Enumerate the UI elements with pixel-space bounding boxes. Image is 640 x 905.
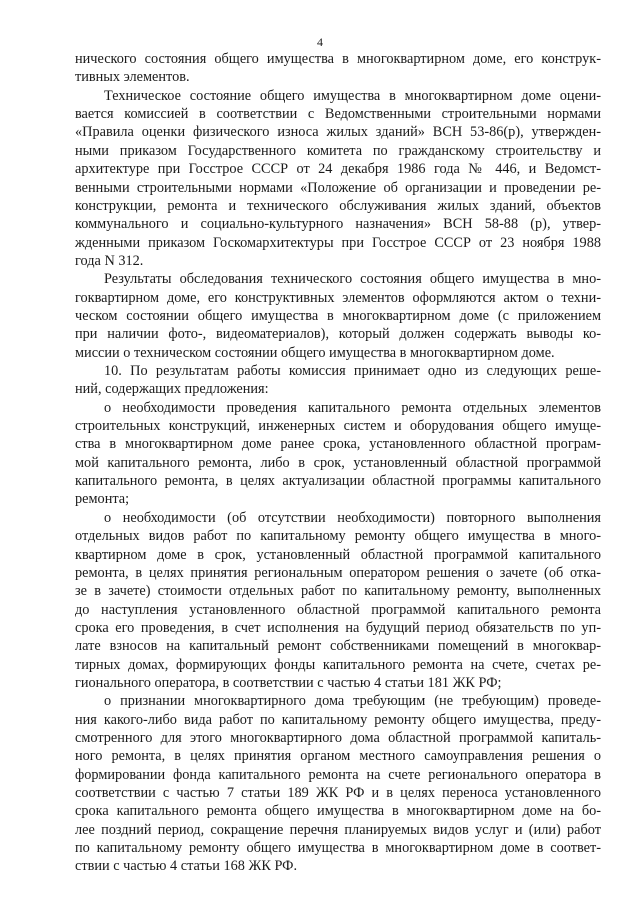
text-line: ствии с частью 4 статьи 168 ЖК РФ. — [75, 858, 298, 875]
text-line: при наличии фото-, видеоматериалов), который должен содержать выводы ко- — [75, 326, 601, 343]
text-line: ремонта; — [75, 491, 130, 508]
text-line: «Правила оценки физического износа жилых зданий» ВСН 53-86(р), утвержден- — [75, 124, 601, 141]
text-line: ческом состоянии общего имущества в многоквартирном доме (с приложением — [75, 307, 601, 324]
text-line: гоквартирном доме, его конструктивных элементов оформляются актом о техни- — [75, 289, 601, 306]
text-line: строительных конструкций, инженерных систем и оборудования общего имуще- — [75, 418, 601, 434]
text-line: срока его проведения, в счет исполнения на будущий период обязательств по уп- — [75, 619, 601, 636]
text-line: смотренного для этого многоквартирного дома областной программой капиталь- — [75, 730, 601, 746]
text-line: ными приказом Государственного комитета по гражданскому строительству и — [75, 142, 601, 159]
text-line: гионального оператора, в соответствии с частью 4 статьи 181 ЖК РФ; — [75, 674, 502, 691]
text-line: лате взносов на капитальный ремонт собственниками помещений в многоквар- — [75, 638, 601, 655]
text-line: архитектуре при Госстрое СССР от 24 декабря 1986 года № 446, и Ведомст- — [75, 161, 601, 178]
text-line: Результаты обследования технического состояния общего имущества в мно- — [104, 271, 601, 288]
text-line: ного ремонта, в целях принятия органом местного самоуправления решения о — [75, 748, 601, 765]
text-line: мой капитального ремонта, либо в срок, установленный областной программой — [75, 454, 601, 471]
text-line: венными строительными нормами «Положение об организации и проведении ре- — [75, 179, 601, 196]
text-line: капитального ремонта, в целях актуализации областной программы капитального — [75, 473, 601, 490]
text-line: ремонта, в целях принятия региональным оператором решения о зачете (об отка- — [75, 564, 601, 581]
text-line: лее поздний период, сокращение перечня планируемых видов услуг и (или) работ — [75, 821, 601, 838]
text-line: коммунального и социально-культурного назначения» ВСН 58-88 (р), утвер- — [75, 216, 601, 233]
text-line: миссии о техническом состоянии общего имущества в многоквартирном доме. — [75, 344, 555, 361]
text-line: до наступления установленного областной программой капитального ремонта — [75, 601, 601, 618]
text-line: Техническое состояние общего имущества в многоквартирном доме оцени- — [104, 87, 601, 104]
page-number: 4 — [317, 35, 323, 49]
text-line: квартирном доме в срок, установленный областной программой капитального — [75, 546, 601, 563]
text-line: нического состояния общего имущества в многоквартирном доме, его конструк- — [75, 51, 601, 67]
text-line: формировании фонда капитального ремонта на счете регионального оператора в — [75, 766, 601, 783]
text-line: года N 312. — [75, 252, 144, 269]
text-line: тирных домах, формирующих фонды капитального ремонта на счете, счетах ре- — [75, 656, 601, 673]
text-line: тивных элементов. — [75, 69, 190, 86]
text-line: зе в зачете) стоимости отдельных работ по капитальному ремонту, выполненных — [75, 583, 601, 600]
text-line: вается комиссией в соответствии с Ведомственными строительными нормами — [75, 106, 601, 123]
text-line: отдельных видов работ по капитальному ремонту общего имущества в много- — [75, 528, 601, 545]
text-line: 10. По результатам работы комиссия принимает одно из следующих реше- — [104, 363, 601, 379]
text-line: конструкции, ремонта и технического обслуживания жилых зданий, объектов — [75, 197, 601, 214]
text-line: ства в многоквартирном доме ранее срока, установленного областной програм- — [75, 436, 601, 453]
text-line: срока капитального ремонта общего имущества в многоквартирном доме на бо- — [75, 803, 601, 820]
text-line: соответствии с частью 7 статьи 189 ЖК РФ и в целях переноса установленного — [75, 785, 601, 801]
text-line: о признании многоквартирного дома требующим (не требующим) проведе- — [104, 693, 601, 710]
text-line: по капитальному ремонту общего имущества в многоквартирном доме в соответ- — [75, 840, 601, 857]
text-line: ния какого-либо вида работ по капитальному ремонту общего имущества, преду- — [75, 711, 601, 728]
text-line: жденными приказом Госкомархитектуры при Госстрое СССР от 23 ноября 1988 — [75, 234, 601, 251]
text-line: о необходимости проведения капитального ремонта отдельных элементов — [104, 399, 601, 416]
text-line: ний, содержащих предложения: — [75, 381, 269, 398]
text-line: о необходимости (об отсутствии необходимости) повторного выполнения — [104, 509, 601, 526]
